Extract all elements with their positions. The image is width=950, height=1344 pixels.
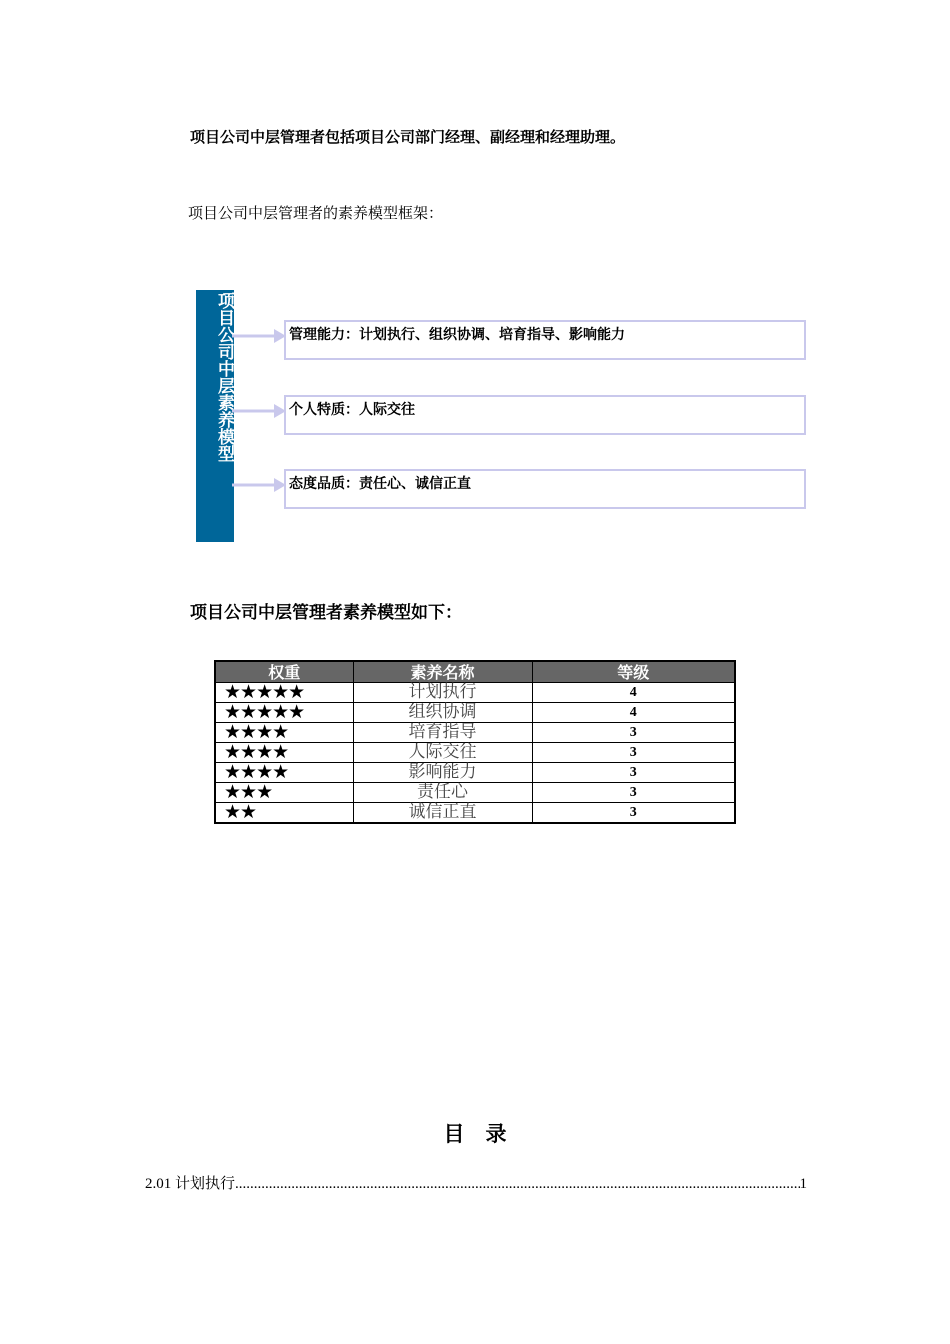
weight-stars: ★★: [215, 803, 353, 824]
competency-name: 影响能力: [353, 763, 532, 783]
weight-stars: ★★★★: [215, 743, 353, 763]
toc-dot-leader: [235, 1176, 799, 1193]
framework-box-management: [284, 320, 806, 360]
table-row: [215, 703, 735, 723]
model-vertical-bar: [196, 290, 234, 542]
weight-stars: ★★★: [215, 783, 353, 803]
table-row: [215, 743, 735, 763]
arrow-right-icon: [232, 326, 288, 346]
table-row: [215, 723, 735, 743]
competency-grade: 4: [532, 683, 735, 703]
toc-entry[interactable]: [145, 1172, 807, 1193]
competency-grade: 3: [532, 763, 735, 783]
toc-entry-label: 2.01 计划执行: [145, 1176, 236, 1192]
competency-name: 培育指导: [353, 723, 532, 743]
competency-grade: 4: [532, 703, 735, 723]
intro-paragraph: 项目公司中层管理者包括项目公司部门经理、副经理和经理助理。: [190, 128, 626, 146]
table-header-row: [215, 661, 735, 683]
framework-box-label: 个人特质：人际交往: [289, 402, 415, 418]
competency-name: 人际交往: [353, 743, 532, 763]
arrow-right-icon: [232, 401, 288, 421]
table-row: [215, 683, 735, 703]
table-row: [215, 803, 735, 824]
weight-stars: ★★★★★: [215, 703, 353, 723]
competency-grade: 3: [532, 743, 735, 763]
header-weight: 权重: [215, 661, 353, 683]
weight-stars: ★★★★★: [215, 683, 353, 703]
weight-stars: ★★★★: [215, 723, 353, 743]
framework-box-label: 态度品质：责任心、诚信正直: [289, 476, 471, 492]
header-competency-name: 素养名称: [353, 661, 532, 683]
framework-box-personal-traits: [284, 395, 806, 435]
framework-box-label: 管理能力：计划执行、组织协调、培育指导、影响能力: [289, 327, 625, 343]
competency-grade: 3: [532, 783, 735, 803]
competency-table: [214, 660, 736, 824]
table-row: [215, 783, 735, 803]
framework-box-attitude: [284, 469, 806, 509]
toc-title: 目 录: [443, 1121, 507, 1146]
framework-caption: 项目公司中层管理者的素养模型框架：: [188, 204, 444, 222]
model-vertical-label: 项目公司中层素养模型: [214, 292, 234, 462]
competency-grade: 3: [532, 803, 735, 824]
competency-name: 计划执行: [353, 683, 532, 703]
table-row: [215, 763, 735, 783]
competency-name: 责任心: [353, 783, 532, 803]
header-grade: 等级: [532, 661, 735, 683]
competency-grade: 3: [532, 723, 735, 743]
competency-name: 诚信正直: [353, 803, 532, 824]
toc-entry-page: 1: [799, 1176, 807, 1192]
model-heading: 项目公司中层管理者素养模型如下：: [190, 603, 462, 623]
weight-stars: ★★★★: [215, 763, 353, 783]
arrow-right-icon: [232, 475, 288, 495]
competency-name: 组织协调: [353, 703, 532, 723]
